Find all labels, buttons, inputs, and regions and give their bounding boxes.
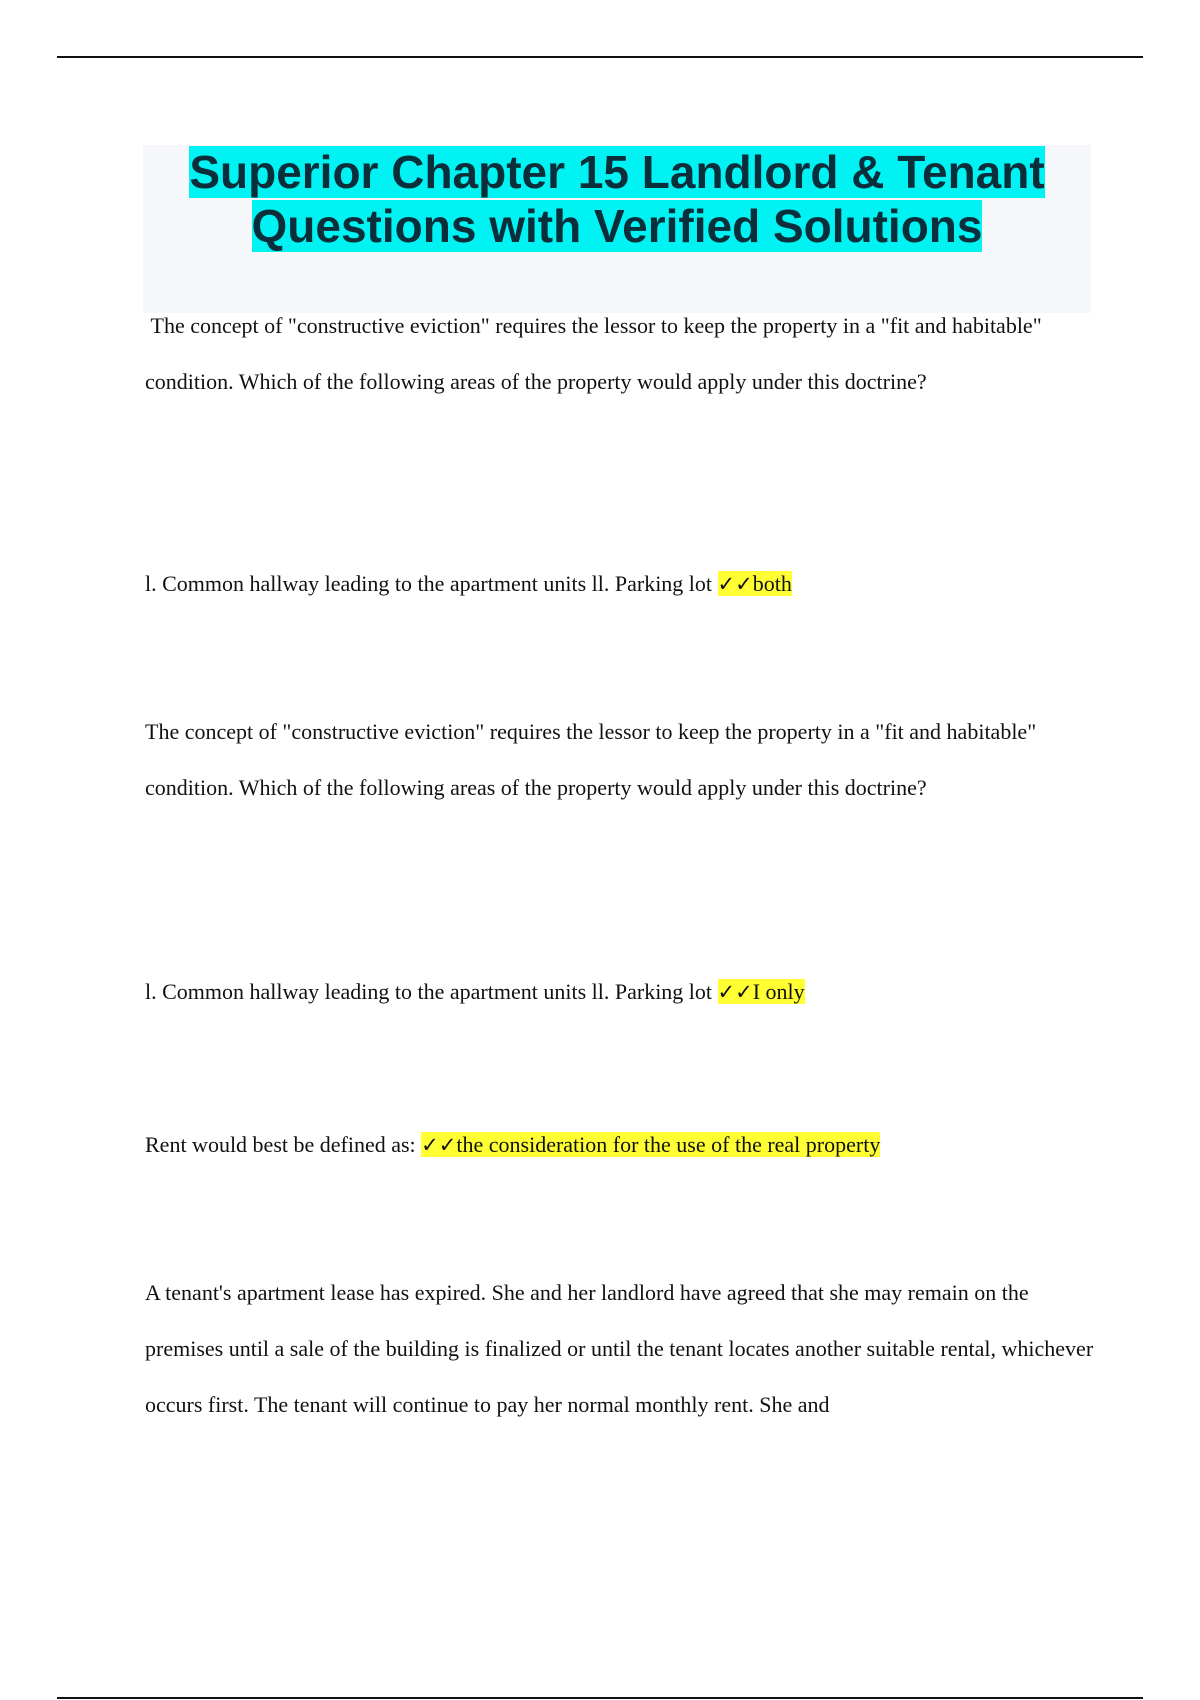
title-line-1: Superior Chapter 15 Landlord & Tenant	[189, 146, 1045, 198]
question-2-answer	[718, 979, 805, 1004]
check-icon: ✓✓	[717, 572, 753, 596]
question-1-answer	[718, 571, 792, 596]
question-1-options-text: l. Common hallway leading to the apartment units ll. Parking lot	[145, 571, 718, 596]
question-2-answer-text: I only	[752, 979, 805, 1004]
question-2-options	[145, 964, 1095, 1020]
question-1-answer-text: both	[752, 571, 792, 596]
top-rule	[57, 56, 1143, 58]
bottom-rule	[57, 1697, 1143, 1699]
page-title	[143, 145, 1091, 253]
check-icon: ✓✓	[421, 1133, 457, 1157]
question-3-text: Rent would best be defined as:	[145, 1132, 422, 1157]
title-line-2: Questions with Verified Solutions	[251, 200, 983, 252]
question-4-text: A tenant's apartment lease has expired. She and her landlord have agreed that she may remain on the premises until a sale of the building is finalized or until the tenant locates another suitable rental, whichever occurs first. The tenant will continue to pay her normal monthly rent. She and	[145, 1280, 1094, 1417]
question-2-options-text: l. Common hallway leading to the apartment units ll. Parking lot	[145, 979, 718, 1004]
question-1-options	[145, 556, 1095, 612]
question-3-answer-text: the consideration for the use of the real property	[456, 1132, 881, 1157]
check-icon: ✓✓	[717, 980, 753, 1004]
question-1-text: The concept of "constructive eviction" requires the lessor to keep the property in a "fit and habitable" condition. Which of the following areas of the property would apply under this doctrine?	[145, 313, 1048, 394]
question-2-text: The concept of "constructive eviction" requires the lessor to keep the property in a "fit and habitable" condition. Which of the following areas of the property would apply under this doctrine?	[145, 719, 1037, 800]
question-3	[145, 1117, 1095, 1173]
question-3-answer	[421, 1132, 880, 1157]
